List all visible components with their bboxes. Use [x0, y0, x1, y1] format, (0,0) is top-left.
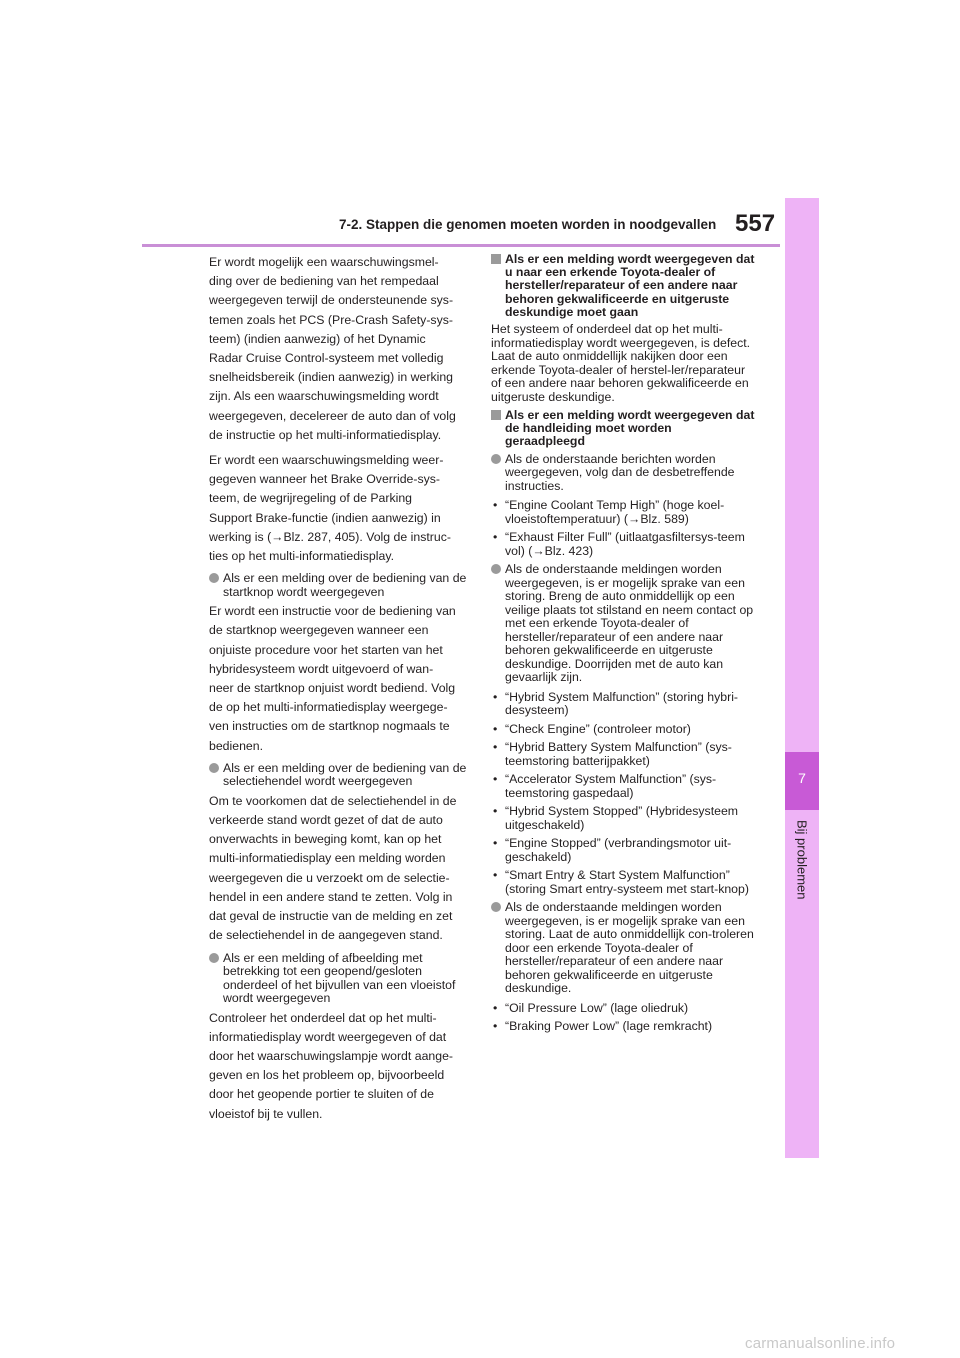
right-column — [491, 253, 755, 1039]
text-line: Radar Cruise Control-systeem met volledig — [209, 351, 444, 366]
text-line: hendel in een andere stand te zetten. Volg in — [209, 889, 453, 904]
section-heading-text: Als er een melding wordt weergegeven dat de handleiding moet worden geraadpleegd — [505, 408, 755, 449]
bullet-dot-icon: • — [493, 836, 498, 851]
list-item — [491, 773, 755, 800]
square-bullet-icon — [491, 254, 501, 264]
circle-bullet-icon — [209, 573, 219, 583]
text-line: dat geval de instructie van de melding en zet — [209, 909, 453, 924]
list-item-text: “Oil Pressure Low” (lage oliedruk) — [505, 1000, 689, 1015]
text-line: de selectiehendel in de aangegeven stand. — [209, 928, 443, 943]
text-line: Er wordt een instructie voor de bediening van — [209, 604, 456, 619]
text-line: ties op het multi-informatiedisplay. — [209, 549, 394, 564]
circle-bullet-icon — [491, 902, 501, 912]
circle-bullet-icon — [491, 454, 501, 464]
text-line: Controleer het onderdeel dat op het multi- — [209, 1010, 437, 1025]
section-heading-text: Als er een melding wordt weergegeven dat u naar een erkende Toyota-dealer of hersteller/reparateur of een andere naar behoren gekwalificeerde en uitgeruste deskundige moet gaan — [505, 252, 755, 319]
text-line: door het geopende portier te sluiten of de — [209, 1087, 434, 1102]
text-line: neer de startknop onjuist wordt bediend. Volg — [209, 681, 456, 696]
square-bullet-icon — [491, 410, 501, 420]
running-header: 7-2. Stappen die genomen moeten worden in noodgevallen — [339, 217, 717, 232]
bullet-dot-icon: • — [493, 498, 498, 513]
circle-bullet-icon — [209, 763, 219, 773]
bullet-dot-icon: • — [493, 772, 498, 787]
text-line: de op het multi-informatiedisplay weergege- — [209, 700, 448, 715]
list-item-text: “Check Engine” (controleer motor) — [505, 721, 691, 736]
text-line: onverwachts in beweging komt, kan op het — [209, 832, 442, 847]
list-item — [491, 499, 755, 526]
instruction-text: Als de onderstaande meldingen worden weergegeven, is er mogelijk sprake van een storing. Breng de auto onmiddellijk op een veilige plaats tot stilstand en neem contact op met een erkende Toyota-dealer of hersteller/reparateur of een andere naar behoren gekwalificeerde en uitgeruste deskundige. Doorrijden met de auto kan gevaarlijk zijn. — [505, 562, 754, 685]
section-heading-dealer — [491, 253, 755, 319]
text-line: temen zoals het PCS (Pre-Crash Safety-sys- — [209, 312, 453, 327]
bullet-dot-icon: • — [493, 1000, 498, 1015]
header-divider — [142, 244, 780, 247]
list-item — [491, 805, 755, 832]
text-line: ven instructies om de startknop nogmaals te — [209, 719, 450, 734]
section-heading-manual — [491, 409, 755, 449]
heading-start-button — [209, 572, 467, 599]
page-number: 557 — [735, 210, 776, 237]
list-item — [491, 869, 755, 896]
left-column — [209, 253, 467, 1130]
paragraph-open-part-fluid — [209, 1009, 467, 1124]
bullet-dot-icon: • — [493, 868, 498, 883]
bullet-dot-icon: • — [493, 804, 498, 819]
list-item — [491, 531, 755, 558]
text-line: weergegeven terwijl de ondersteunende sys- — [209, 293, 454, 308]
text-line: multi-informatiedisplay een melding worden — [209, 851, 446, 866]
text-line: vloeistof bij te vullen. — [209, 1106, 323, 1121]
text-line: snelheidsbereik (indien aanwezig) in werking — [209, 370, 454, 385]
paragraph-brake-override — [209, 451, 467, 566]
instruction-text: Als de onderstaande berichten worden weergegeven, volg dan de desbetreffende instructies. — [505, 451, 735, 493]
chapter-label — [785, 820, 819, 910]
list-item-text: “Hybrid System Stopped” (Hybridesysteem uitgeschakeld) — [505, 804, 739, 832]
text-line: Om te voorkomen dat de selectiehendel in de — [209, 793, 457, 808]
heading-text: Als er een melding over de bediening van de startknop wordt weergegeven — [223, 571, 467, 599]
list-item-text: “Hybrid Battery System Malfunction” (sys-teemstoring batterijpakket) — [505, 740, 732, 768]
heading-text: Als er een melding of afbeelding met betrekking tot een geopend/gesloten onderdeel of het bijvullen van een vloeistof wordt weergegeven — [223, 950, 456, 1005]
list-item — [491, 1020, 755, 1034]
watermark: carmanualsonline.info — [745, 1335, 896, 1352]
text-line: hybridesysteem wordt uitgevoerd of wan- — [209, 661, 434, 676]
heading-text: Als er een melding over de bediening van de selectiehendel wordt weergegeven — [223, 760, 467, 789]
chapter-label-text: Bij problemen — [794, 820, 810, 900]
text-line: informatiedisplay wordt weergegeven of dat — [209, 1029, 447, 1044]
instruction-follow — [491, 453, 755, 494]
text-line: de instructie op het multi-informatiedisplay. — [209, 427, 442, 442]
paragraph-shift-lever — [209, 792, 467, 946]
instruction-stop-vehicle — [491, 563, 755, 685]
text-line: Er wordt een waarschuwingsmelding weer- — [209, 453, 444, 468]
list-item-text: “Engine Stopped” (verbrandingsmotor uit-geschakeld) — [505, 836, 732, 864]
text-line: verkeerde stand wordt gezet of dat de auto — [209, 813, 443, 828]
bullet-dot-icon: • — [493, 721, 498, 736]
list-item-text: “Accelerator System Malfunction” (sys-teemstoring gaspedaal) — [505, 772, 717, 800]
bullet-dot-icon: • — [493, 689, 498, 704]
bullet-dot-icon: • — [493, 1019, 498, 1034]
list-item-text: “Engine Coolant Temp High” (hoge koel-vloeistoftemperatuur) (→Blz. 589) — [505, 498, 725, 526]
bullet-dot-icon: • — [493, 740, 498, 755]
chapter-side-tab — [785, 198, 819, 1158]
text-line: teem) (indien aanwezig) of het Dynamic — [209, 331, 426, 346]
bullet-dot-icon: • — [493, 530, 498, 545]
text-line: gegeven wanneer het Brake Override-sys- — [209, 472, 441, 487]
text-line: de startknop weergegeven wanneer een — [209, 623, 429, 638]
instruction-text: Als de onderstaande meldingen worden weergegeven, is er mogelijk sprake van een storing. Laat de auto onmiddellijk con-troleren door een erkende Toyota-dealer of hersteller/reparateur of een andere naar behoren gekwalificeerde en uitgeruste deskundige. — [505, 900, 754, 996]
paragraph-defect: Het systeem of onderdeel dat op het multi-informatiedisplay wordt weergegeven, is defect. Laat de auto onmiddellijk nakijken door een erkende Toyota-dealer of herstel-ler/reparateur of een andere naar behoren gekwalificeerde en uitgeruste deskundige. — [491, 322, 751, 404]
text-line: bedienen. — [209, 738, 264, 753]
list-item-text: “Hybrid System Malfunction” (storing hybri-desysteem) — [505, 689, 739, 718]
circle-bullet-icon — [209, 953, 219, 963]
text-line: Support Brake-functie (indien aanwezig) in — [209, 510, 441, 525]
heading-shift-lever — [209, 762, 467, 789]
list-item-text: “Braking Power Low” (lage remkracht) — [505, 1019, 713, 1034]
text-line: door het waarschuwingslampje wordt aange- — [209, 1048, 454, 1063]
text-line: weergegeven die u verzoekt om de selectie- — [209, 870, 450, 885]
list-item-text: “Smart Entry & Start System Malfunction” (storing Smart entry-systeem met start-knop) — [505, 868, 749, 896]
paragraph-brake-warning — [209, 253, 467, 445]
list-item — [491, 691, 755, 718]
text-line: teem, de wegrijregeling of de Parking — [209, 491, 413, 506]
text-line: werking is (→Blz. 287, 405). Volg de instruc- — [209, 529, 451, 544]
heading-open-part-fluid — [209, 952, 467, 1006]
list-item — [491, 837, 755, 864]
text-line: geven en los het probleem op, bijvoorbeeld — [209, 1068, 445, 1083]
list-item — [491, 723, 755, 737]
list-item — [491, 741, 755, 768]
text-line: Er wordt mogelijk een waarschuwingsmel- — [209, 255, 439, 269]
text-line: zijn. Als een waarschuwingsmelding wordt — [209, 389, 439, 404]
text-line: onjuiste procedure voor het starten van het — [209, 642, 443, 657]
instruction-check-vehicle — [491, 901, 755, 996]
text-line: ding over de bediening van het rempedaal — [209, 274, 439, 289]
list-item-text: “Exhaust Filter Full” (uitlaatgasfiltersys-teem vol) (→Blz. 423) — [505, 530, 745, 558]
paragraph-start-button — [209, 602, 467, 756]
text-line: weergegeven, decelereer de auto dan of volg — [209, 408, 456, 423]
list-item — [491, 1002, 755, 1016]
circle-bullet-icon — [491, 564, 501, 574]
chapter-number: 7 — [798, 770, 806, 786]
